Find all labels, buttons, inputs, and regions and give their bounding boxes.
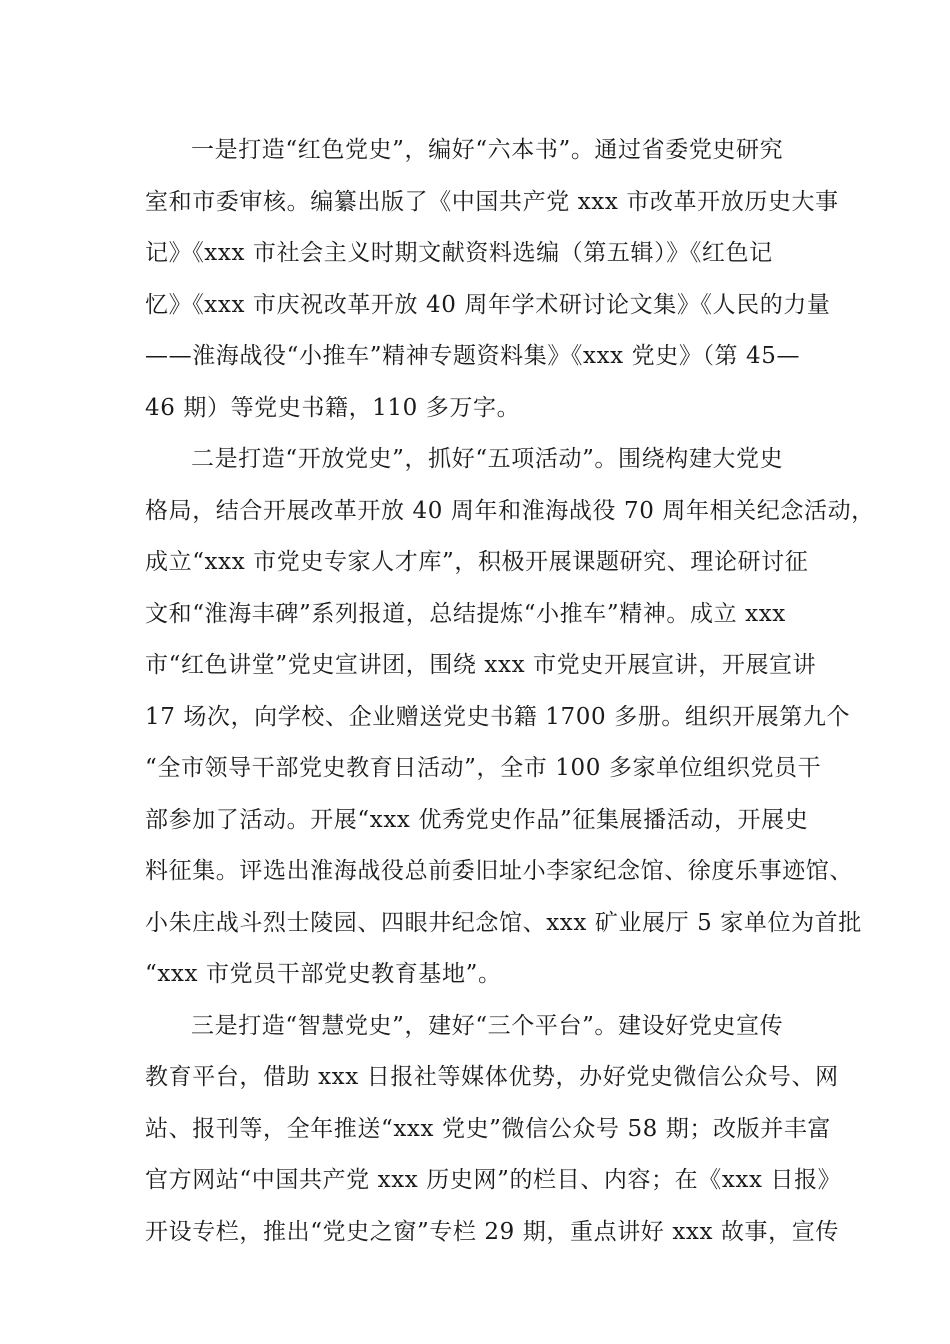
text-line: 官方网站“中国共产党 xxx 历史网”的栏目、内容；在《xxx 日报》 bbox=[145, 1167, 842, 1193]
text-line: ——淮海战役“小推车”精神专题资料集》《xxx 党史》（第 45— bbox=[145, 343, 801, 369]
paragraph-red-party-history bbox=[145, 125, 839, 434]
document-body bbox=[145, 125, 875, 1258]
text-line: 开设专栏，推出“党史之窗”专栏 29 期，重点讲好 xxx 故事，宣传 bbox=[145, 1218, 839, 1245]
paragraph-open-party-history bbox=[145, 434, 875, 1001]
text-line: 料征集。评选出淮海战役总前委旧址小李家纪念馆、徐度乐事迹馆、 bbox=[145, 858, 853, 884]
text-line: 部参加了活动。开展“xxx 优秀党史作品”征集展播活动，开展史 bbox=[145, 806, 809, 833]
text-line: “全市领导干部党史教育日活动”，全市 100 多家单位组织党员干 bbox=[145, 755, 822, 781]
text-line: 格局，结合开展改革开放 40 周年和淮海战役 70 周年相关纪念活动， bbox=[145, 497, 875, 524]
text-line: 一是打造“红色党史”，编好“六本书”。通过省委党史研究 bbox=[191, 137, 784, 163]
text-line: 文和“淮海丰碑”系列报道，总结提炼“小推车”精神。成立 xxx bbox=[145, 600, 786, 627]
text-line: 记》《xxx 市社会主义时期文献资料选编（第五辑）》《红色记 bbox=[145, 240, 773, 266]
text-line: 站、报刊等，全年推送“xxx 党史”微信公众号 58 期；改版并丰富 bbox=[145, 1115, 832, 1142]
text-line: 17 场次，向学校、企业赠送党史书籍 1700 多册。组织开展第九个 bbox=[145, 703, 851, 730]
text-line: “xxx 市党员干部党史教育基地”。 bbox=[145, 961, 502, 987]
text-line: 市“红色讲堂”党史宣讲团，围绕 xxx 市党史开展宣讲，开展宣讲 bbox=[145, 652, 817, 678]
paragraph-smart-party-history bbox=[145, 1001, 842, 1259]
text-line: 二是打造“开放党史”，抓好“五项活动”。围绕构建大党史 bbox=[191, 446, 784, 472]
text-line: 三是打造“智慧党史”，建好“三个平台”。建设好党史宣传 bbox=[191, 1012, 784, 1039]
text-line: 46 期）等党史书籍，110 多万字。 bbox=[145, 394, 521, 421]
text-line: 成立“xxx 市党史专家人才库”，积极开展课题研究、理论研讨征 bbox=[145, 549, 809, 575]
text-line: 教育平台，借助 xxx 日报社等媒体优势，办好党史微信公众号、网 bbox=[145, 1064, 839, 1090]
text-line: 小朱庄战斗烈士陵园、四眼井纪念馆、xxx 矿业展厅 5 家单位为首批 bbox=[145, 909, 862, 936]
text-line: 室和市委审核。编纂出版了《中国共产党 xxx 市改革开放历史大事 bbox=[145, 188, 839, 215]
text-line: 忆》《xxx 市庆祝改革开放 40 周年学术研讨论文集》《人民的力量 bbox=[145, 291, 831, 318]
